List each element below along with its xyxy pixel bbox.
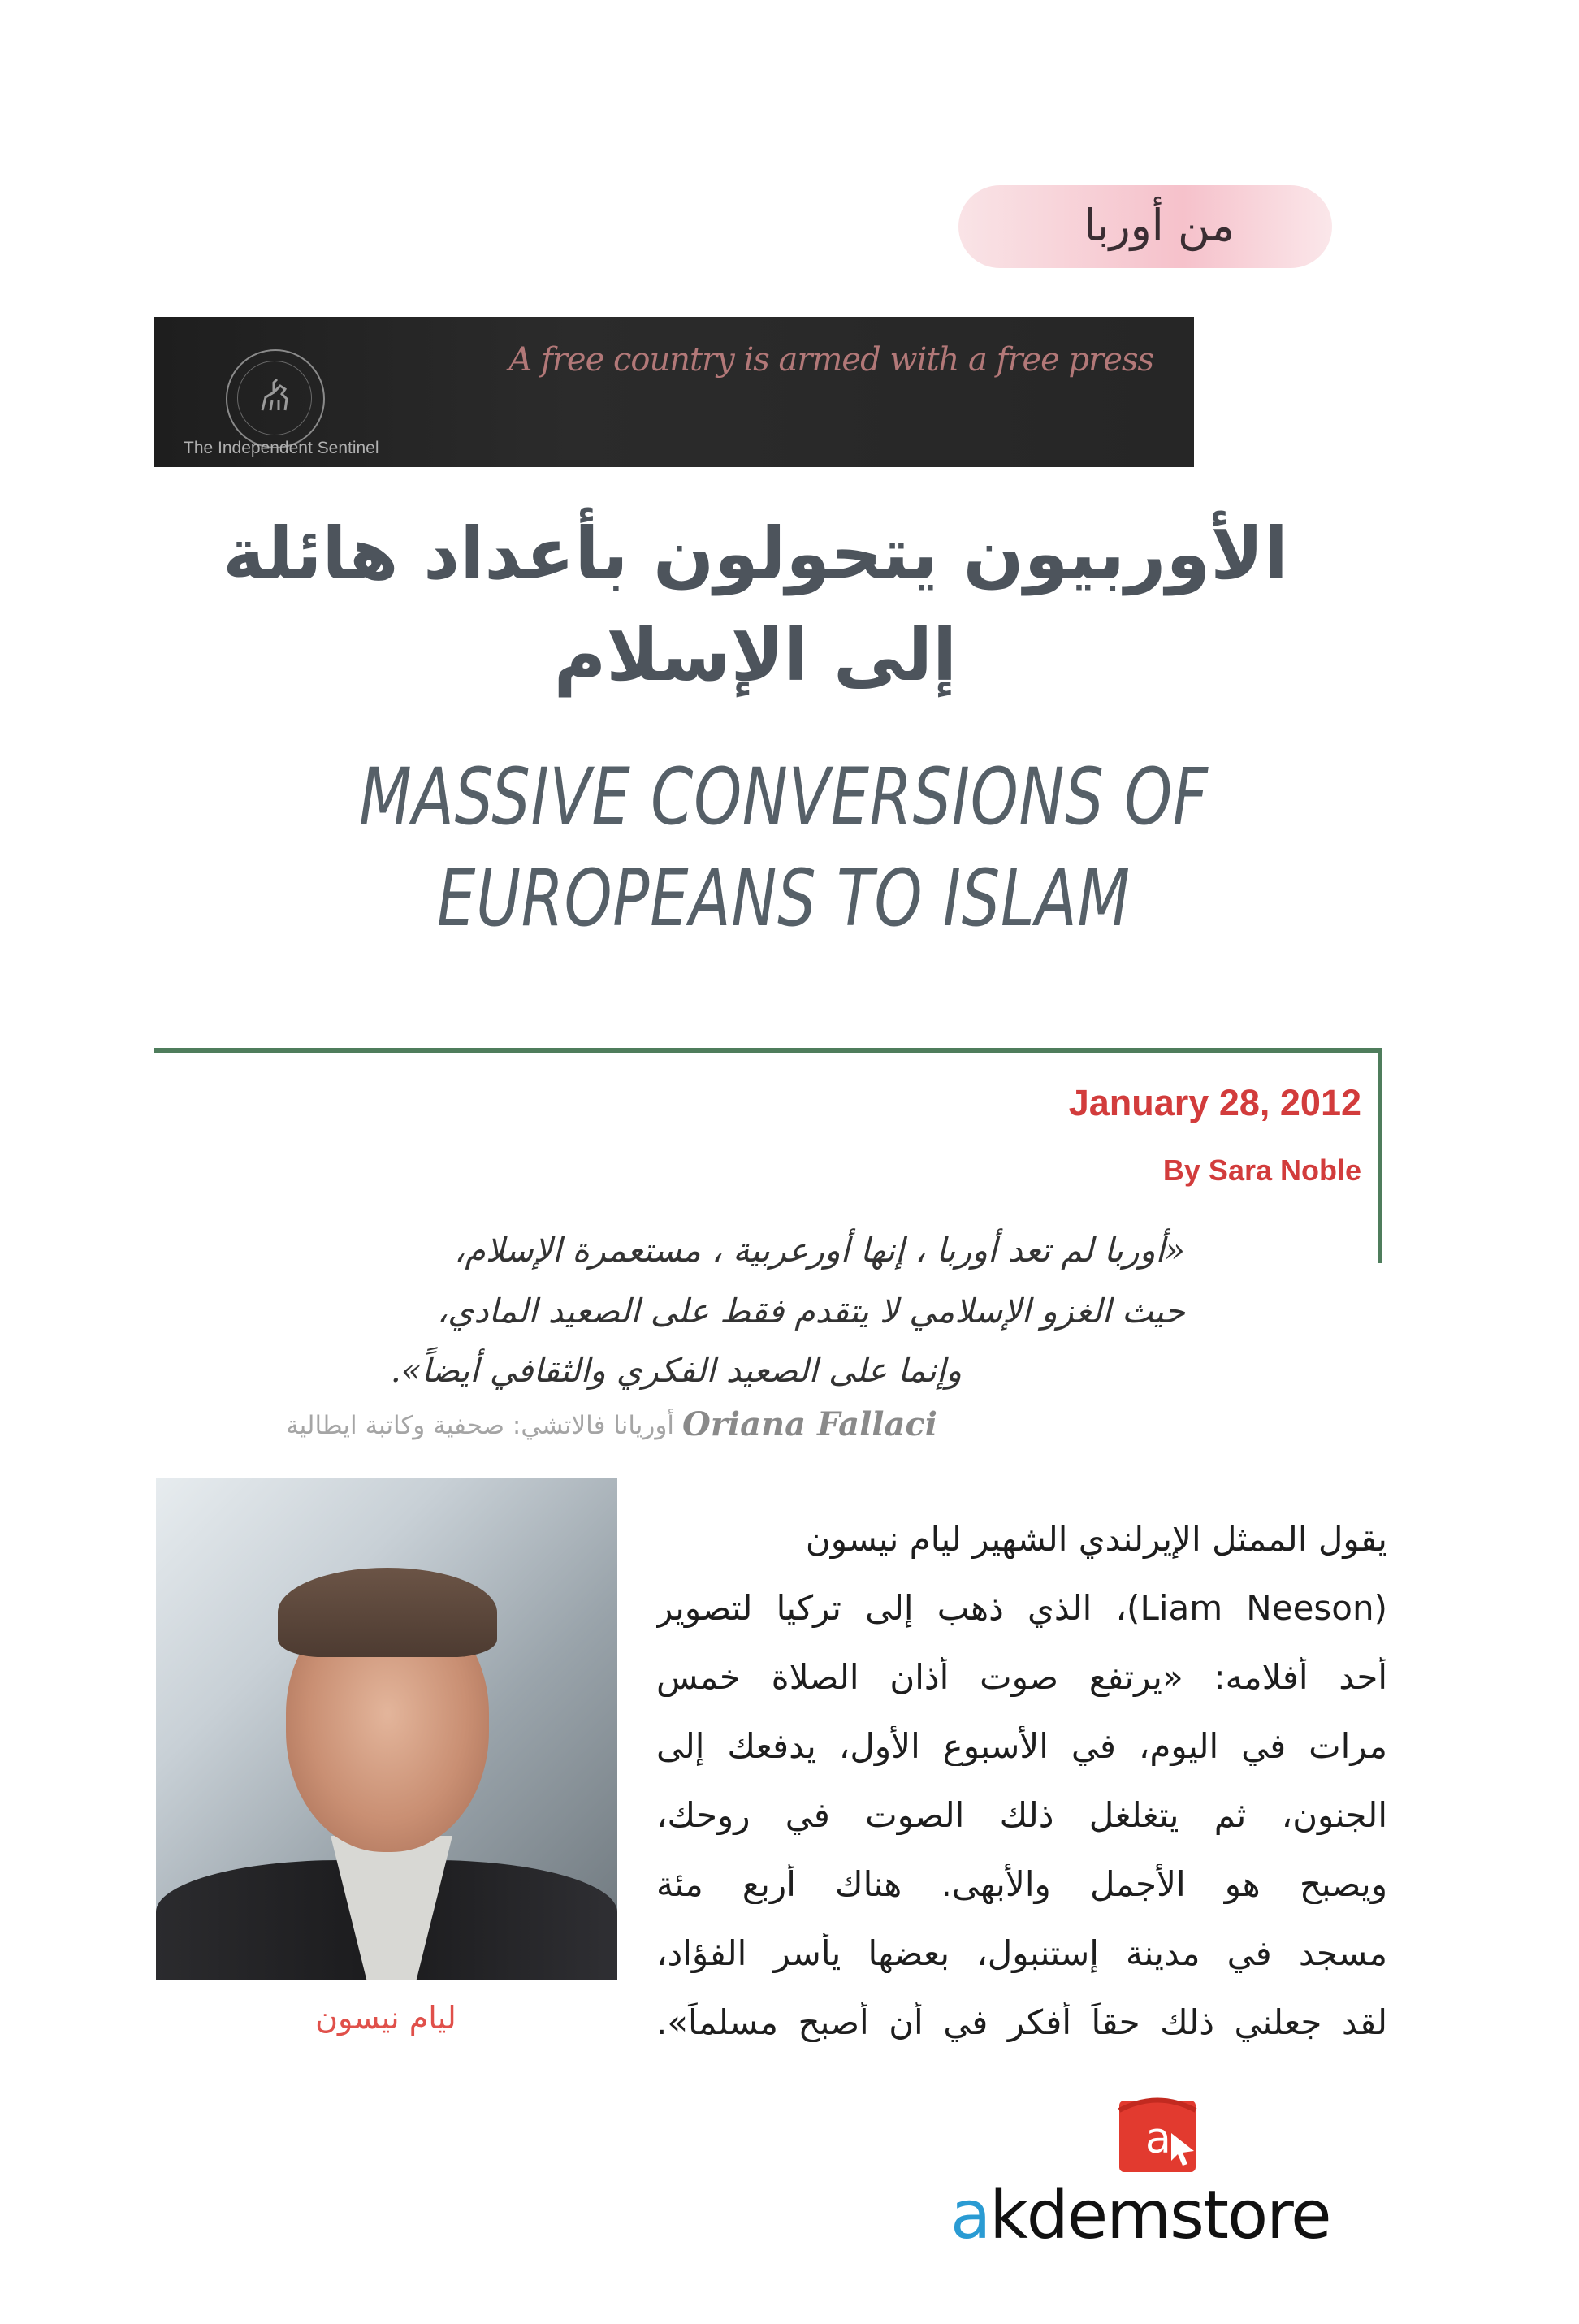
masthead-banner (154, 317, 1194, 467)
headline-arabic-line-1: الأوربيون يتحولون بأعداد هائلة (223, 512, 1288, 595)
body-text-line: الجنون، ثم يتغلغل ذلك الصوت في روحك، (656, 1795, 1387, 1835)
frame-rule-right (1378, 1048, 1382, 1263)
svg-text:a: a (1145, 2114, 1171, 2163)
body-text-line: أحد أفلامه: «يرتفع صوت أذان الصلاة خمس (656, 1657, 1387, 1697)
quote-line: وإنما على الصعيد الفكري والثقافي أيضاً». (390, 1351, 962, 1390)
headline-english-line-1: MASSIVE CONVERSIONS OF (359, 751, 1209, 842)
article-date: January 28, 2012 (1068, 1082, 1361, 1123)
quote-author: Oriana Fallaci (682, 1405, 937, 1443)
body-text-line: لقد جعلني ذلك حقاً أفكر في أن أصبح مسلماً». (656, 2002, 1387, 2042)
watermark-rest: kdemstore (989, 2177, 1330, 2254)
section-tag-label: من أوربا (1084, 200, 1235, 251)
article-byline: By Sara Noble (1162, 1153, 1361, 1187)
headline-english-line-2: EUROPEANS TO ISLAM (437, 853, 1131, 944)
quote-line: حيث الغزو الإسلامي لا يتقدم فقط على الصعيد المادي، (436, 1292, 1185, 1331)
quote-author-arabic: أوريانا فالاتشي: صحفية وكاتبة ايطالية (286, 1411, 674, 1440)
publication-motto: A free country is armed with a free press (508, 341, 1153, 379)
body-text-line: ويصبح هو الأجمل والأبهى. هناك أربع مئة (656, 1864, 1387, 1904)
photo-caption: ليام نيسون (315, 2000, 456, 2036)
body-text-line: يقول الممثل الإيرلندي الشهير ليام نيسون (805, 1519, 1387, 1559)
frame-rule-top (154, 1048, 1382, 1053)
watermark-prefix: a (950, 2177, 990, 2254)
section-tag (958, 185, 1332, 268)
body-text-line: مسجد في مدينة إستنبول، بعضها يأسر الفؤاد، (656, 1933, 1387, 1973)
publication-name: The Independent Sentinel (184, 439, 379, 457)
watermark-text (950, 2177, 1330, 2254)
horse-rider-icon (238, 361, 311, 435)
headline-arabic-line-2: إلى الإسلام (553, 613, 958, 697)
quote-line: «أوربا لم تعد أوربا ، إنها أورعربية ، مستعمرة الإسلام، (454, 1231, 1185, 1270)
portrait-photo (156, 1478, 617, 1980)
body-text-line: مرات في اليوم، في الأسبوع الأول، يدفعك إلى (656, 1726, 1387, 1766)
book-cursor-icon (1113, 2086, 1202, 2179)
horse-logo-icon (226, 349, 325, 448)
body-text-line: (Liam Neeson)، الذي ذهب إلى تركيا لتصوير (656, 1588, 1387, 1628)
